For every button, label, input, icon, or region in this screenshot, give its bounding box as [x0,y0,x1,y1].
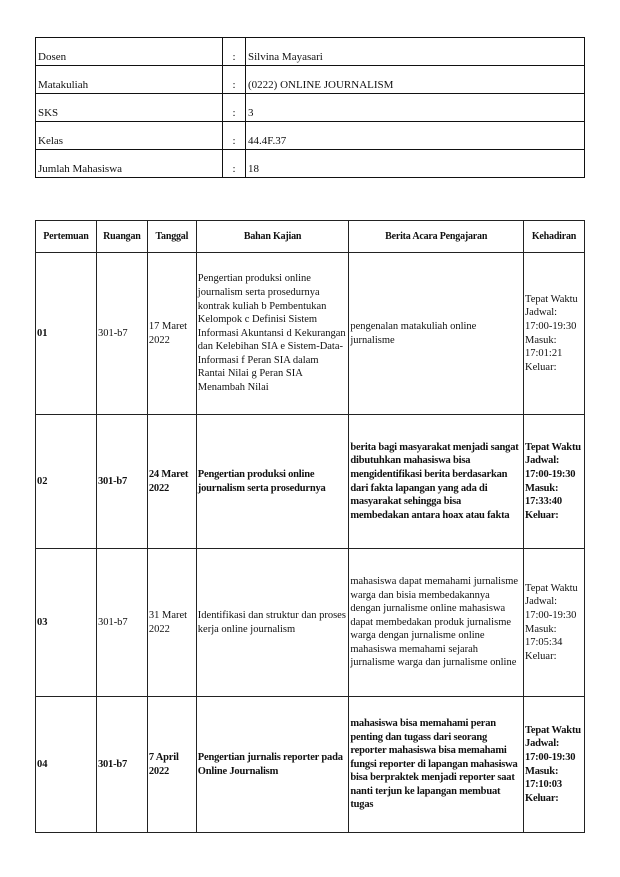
cell-kehadiran: Tepat Waktu Jadwal: 17:00-19:30 Masuk: 17:05:34 Keluar: [524,549,585,697]
cell-tanggal: 31 Maret 2022 [147,549,196,697]
cell-pertemuan: 03 [36,549,97,697]
info-separator: : [223,38,246,66]
attendance-table [35,220,585,833]
info-row-matakuliah [36,66,585,94]
header-kehadiran: Kehadiran [524,221,585,253]
cell-bahan-kajian: Pengertian produksi online journalism serta prosedurnya [196,415,349,549]
cell-tanggal: 17 Maret 2022 [147,253,196,415]
cell-kehadiran: Tepat Waktu Jadwal: 17:00-19:30 Masuk: 17:01:21 Keluar: [524,253,585,415]
info-separator: : [223,66,246,94]
info-separator: : [223,150,246,178]
info-label: Jumlah Mahasiswa [36,150,223,178]
info-value-matakuliah: (0222) ONLINE JOURNALISM [246,66,585,94]
cell-ruangan: 301-b7 [96,415,147,549]
cell-kehadiran: Tepat Waktu Jadwal: 17:00-19:30 Masuk: 17:10:03 Keluar: [524,697,585,833]
info-row-dosen [36,38,585,66]
cell-bahan-kajian: Pengertian jurnalis reporter pada Online Journalism [196,697,349,833]
header-bahan-kajian: Bahan Kajian [196,221,349,253]
cell-ruangan: 301-b7 [96,549,147,697]
info-value-jumlah-mahasiswa: 18 [246,150,585,178]
info-row-sks [36,94,585,122]
table-row [36,549,585,697]
cell-berita-acara: berita bagi masyarakat menjadi sangat dibutuhkan mahasiswa bisa mengidentifikasi berita berdasarkan dari fakta lapangan yang ada di masyarakat sehingga bisa membedakan antara hoax atau fakta [349,415,524,549]
course-info-table [35,37,585,178]
info-value-sks: 3 [246,94,585,122]
cell-berita-acara: mahasiswa bisa memahami peran penting dan tugass dari seorang reporter mahasiswa bisa memahami fungsi reporter di lapangan mahasiswa bisa berpraktek menjadi reporter saat nanti terjun ke lapangan membuat tugas [349,697,524,833]
cell-kehadiran: Tepat Waktu Jadwal: 17:00-19:30 Masuk: 17:33:40 Keluar: [524,415,585,549]
info-row-jumlah-mahasiswa [36,150,585,178]
info-separator: : [223,94,246,122]
cell-tanggal: 7 April 2022 [147,697,196,833]
cell-pertemuan: 02 [36,415,97,549]
cell-ruangan: 301-b7 [96,253,147,415]
info-label: Matakuliah [36,66,223,94]
cell-berita-acara: pengenalan matakuliah online jurnalisme [349,253,524,415]
info-separator: : [223,122,246,150]
cell-berita-acara: mahasiswa dapat memahami jurnalisme warga dan bisia membedakannya dengan jurnalisme online mahasiswa dapat membedakan produk jurnalisme warga dengan jurnalisme online mahasiswa memahami sejarah jurnalisme warga dan jurnalisme online [349,549,524,697]
cell-tanggal: 24 Maret 2022 [147,415,196,549]
cell-bahan-kajian: Identifikasi dan struktur dan proses kerja online journalism [196,549,349,697]
header-tanggal: Tanggal [147,221,196,253]
cell-ruangan: 301-b7 [96,697,147,833]
info-value-kelas: 44.4F.37 [246,122,585,150]
cell-bahan-kajian: Pengertian produksi online journalism serta prosedurnya kontrak kuliah b Pembentukan Kelompok c Definisi Sistem Informasi Akuntansi d Kekurangan dan Kelebihan SIA e Sistem-Data-Informasi f Peran SIA dalam Rantai Nilai g Peran SIA Menambah Nilai [196,253,349,415]
info-label: Dosen [36,38,223,66]
cell-pertemuan: 01 [36,253,97,415]
header-ruangan: Ruangan [96,221,147,253]
table-row [36,697,585,833]
info-label: SKS [36,94,223,122]
cell-pertemuan: 04 [36,697,97,833]
info-row-kelas [36,122,585,150]
header-pertemuan: Pertemuan [36,221,97,253]
table-row [36,253,585,415]
table-header-row [36,221,585,253]
table-row [36,415,585,549]
info-value-dosen: Silvina Mayasari [246,38,585,66]
info-label: Kelas [36,122,223,150]
header-berita-acara: Berita Acara Pengajaran [349,221,524,253]
